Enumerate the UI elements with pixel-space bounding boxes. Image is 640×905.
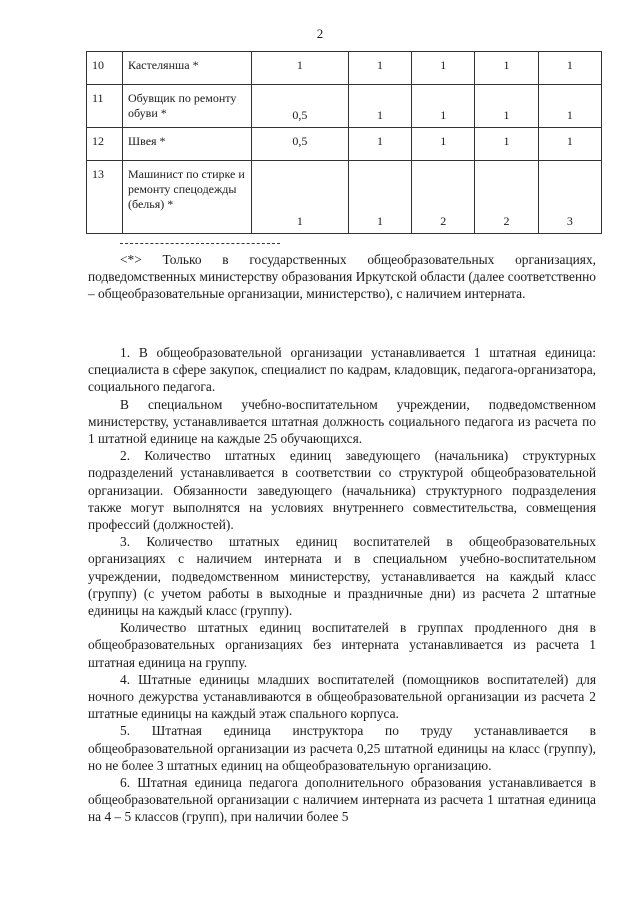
table-cell: 1 bbox=[348, 161, 411, 234]
paragraph: Количество штатных единиц воспитателей в группах продленного дня в общеобразовательных организациях без интерната устанавливается из расчета 1 штатная единица на группу. bbox=[88, 620, 596, 670]
table-cell: 2 bbox=[412, 161, 475, 234]
position-name: Обувщик по ремонту обуви * bbox=[123, 85, 252, 128]
footnote bbox=[88, 251, 596, 303]
table-cell: 1 bbox=[412, 52, 475, 85]
table-cell: 1 bbox=[348, 85, 411, 128]
paragraph: 5. Штатная единица инструктора по труду устанавливается в общеобразовательной организации из расчета 0,25 штатной единицы на класс (группу), но не более 3 штатных единиц на общеобразовательную организацию. bbox=[88, 723, 596, 773]
table-row bbox=[87, 128, 602, 161]
table-cell: 1 bbox=[348, 52, 411, 85]
paragraph: 4. Штатные единицы младших воспитателей (помощников воспитателей) для ночного дежурства устанавливаются в общеобразовательной организации из расчета 2 штатные единицы на каждый этаж спального корпуса. bbox=[88, 671, 596, 722]
table-row bbox=[87, 52, 602, 85]
table-cell: 1 bbox=[538, 52, 601, 85]
table-cell: 3 bbox=[538, 161, 601, 234]
row-number: 11 bbox=[87, 85, 123, 128]
paragraph: 2. Количество штатных единиц заведующего (начальника) структурных подразделений устанавливается в соответствии со структурой общеобразовательной организации. Обязанности заведующего (начальника) структурного подразделения также могут выполнятся на условиях внутреннего совместительства, совмещения профессий (должностей). bbox=[88, 448, 596, 533]
table-cell: 1 bbox=[412, 128, 475, 161]
body-text bbox=[88, 344, 596, 826]
table-cell: 0,5 bbox=[252, 85, 349, 128]
position-name: Кастелянша * bbox=[123, 52, 252, 85]
paragraph: 1. В общеобразовательной организации устанавливается 1 штатная единица: специалиста в сфере закупок, специалист по кадрам, кладовщик, педагога-организатора, социального педагога. bbox=[88, 345, 596, 395]
paragraph: 6. Штатная единица педагога дополнительного образования устанавливается в общеобразовательной организации с наличием интерната из расчета 1 штатная единица на 4 – 5 классов (групп), при наличии более 5 bbox=[88, 775, 596, 825]
position-name: Швея * bbox=[123, 128, 252, 161]
paragraph: В специальном учебно-воспитательном учреждении, подведомственном министерству, устанавливается штатная должность социального педагога из расчета по 1 штатной единице на каждые 25 обучающихся. bbox=[88, 396, 596, 447]
page-number: 2 bbox=[316, 26, 324, 41]
table-row bbox=[87, 85, 602, 128]
row-number: 10 bbox=[87, 52, 123, 85]
table-cell: 1 bbox=[538, 85, 601, 128]
row-number: 12 bbox=[87, 128, 123, 161]
table-cell: 1 bbox=[538, 128, 601, 161]
table-cell: 1 bbox=[412, 85, 475, 128]
table-cell: 1 bbox=[252, 52, 349, 85]
row-number: 13 bbox=[87, 161, 123, 234]
table-cell: 2 bbox=[475, 161, 538, 234]
footnote-separator bbox=[120, 243, 280, 244]
paragraph: 3. Количество штатных единиц воспитателей в общеобразовательных организациях с наличием интерната и в специальном учебно-воспитательном учреждении, подведомственном министерству, устанавливается на каждый класс (группу) (с учетом работы в выходные и праздничные дни) из расчета 2 штатные единицы на каждый класс (группу). bbox=[88, 534, 596, 619]
table-cell: 1 bbox=[475, 128, 538, 161]
table-cell: 1 bbox=[348, 128, 411, 161]
table-cell: 1 bbox=[475, 52, 538, 85]
table-cell: 1 bbox=[252, 161, 349, 234]
table-cell: 0,5 bbox=[252, 128, 349, 161]
table-cell: 1 bbox=[475, 85, 538, 128]
footnote-text: <*> Только в государственных общеобразовательных организациях, подведомственных министерству образования Иркутской области (далее соответственно – общеобразовательные организации, министерство), с наличием интерната. bbox=[88, 252, 596, 302]
table-row bbox=[87, 161, 602, 234]
staff-table bbox=[86, 51, 602, 234]
position-name: Машинист по стирке и ремонту спецодежды (белья) * bbox=[123, 161, 252, 234]
